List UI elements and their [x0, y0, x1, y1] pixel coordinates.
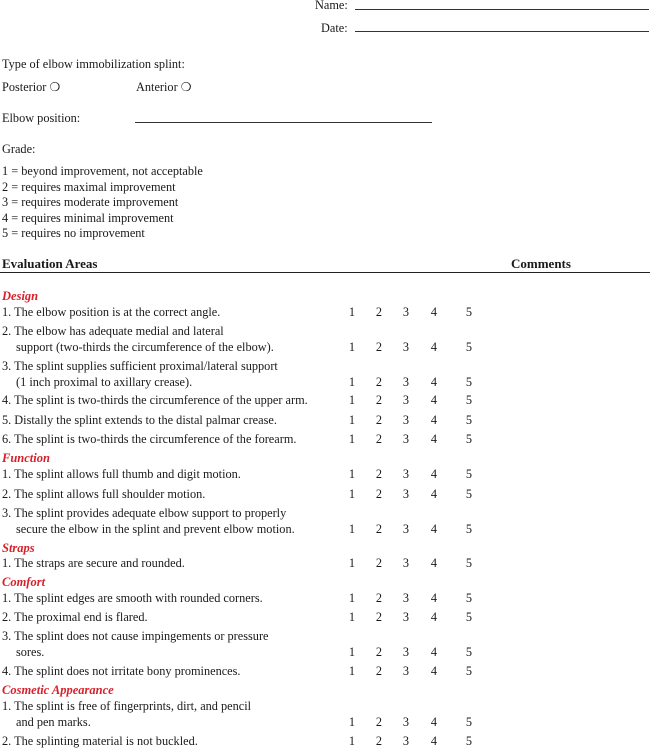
- grade-option-5[interactable]: 5: [465, 467, 473, 481]
- grade-option-4[interactable]: 4: [430, 487, 438, 501]
- grade-option-2[interactable]: 2: [375, 413, 383, 427]
- evaluation-item: [2, 392, 342, 408]
- evaluation-item: [2, 304, 342, 320]
- grade-option-5[interactable]: 5: [465, 432, 473, 446]
- grade-option-1[interactable]: 1: [348, 375, 356, 389]
- evaluation-item: [2, 609, 342, 625]
- grade-option-1[interactable]: 1: [348, 393, 356, 407]
- grade-option-4[interactable]: 4: [430, 340, 438, 354]
- evaluation-item-text: 1. The straps are secure and rounded.: [2, 556, 185, 570]
- evaluation-item-text: 3. The splint provides adequate elbow support to properly: [2, 506, 287, 520]
- evaluation-item-text: 1. The splint is free of fingerprints, dirt, and pencil: [2, 699, 252, 713]
- grade-option-1[interactable]: 1: [348, 487, 356, 501]
- section-title: Cosmetic Appearance: [2, 683, 114, 697]
- evaluation-item-text: 6. The splint is two-thirds the circumference of the forearm.: [2, 432, 297, 446]
- section-title: Function: [2, 451, 50, 465]
- evaluation-item: [2, 555, 342, 571]
- grade-option-3[interactable]: 3: [402, 467, 410, 481]
- grade-option-4[interactable]: 4: [430, 610, 438, 624]
- evaluation-item: [2, 412, 342, 428]
- grade-option-3[interactable]: 3: [402, 734, 410, 748]
- name-field[interactable]: [355, 9, 649, 10]
- evaluation-item: [2, 486, 342, 502]
- grade-label: Grade:: [2, 142, 36, 156]
- grade-option-3[interactable]: 3: [402, 645, 410, 659]
- grade-option-5[interactable]: 5: [465, 522, 473, 536]
- evaluation-item: [2, 590, 342, 606]
- grade-option-5[interactable]: 5: [465, 340, 473, 354]
- evaluation-item: [2, 733, 342, 749]
- evaluation-item-text: support (two-thirds the circumference of the elbow).: [16, 340, 274, 354]
- evaluation-item: [2, 431, 342, 447]
- grade-scale-item: 3 = requires moderate improvement: [2, 195, 179, 209]
- evaluation-areas-header: Evaluation Areas: [2, 256, 98, 271]
- grade-option-1[interactable]: 1: [348, 610, 356, 624]
- grade-option-3[interactable]: 3: [402, 305, 410, 319]
- evaluation-item: [2, 466, 342, 482]
- evaluation-item-text: sores.: [16, 645, 45, 659]
- grade-option-5[interactable]: 5: [465, 734, 473, 748]
- evaluation-item-text: 1. The elbow position is at the correct angle.: [2, 305, 221, 319]
- name-label: Name:: [315, 0, 348, 12]
- grade-option-1[interactable]: 1: [348, 413, 356, 427]
- evaluation-item-text: 4. The splint is two-thirds the circumference of the upper arm.: [2, 393, 308, 407]
- evaluation-item: [2, 628, 342, 660]
- grade-option-4[interactable]: 4: [430, 467, 438, 481]
- elbow-position-field[interactable]: [135, 122, 432, 123]
- grade-option-4[interactable]: 4: [430, 664, 438, 678]
- grade-option-5[interactable]: 5: [465, 591, 473, 605]
- grade-option-3[interactable]: 3: [402, 487, 410, 501]
- grade-scale-item: 2 = requires maximal improvement: [2, 179, 176, 194]
- grade-option-3[interactable]: 3: [402, 413, 410, 427]
- evaluation-item-text: 5. Distally the splint extends to the distal palmar crease.: [2, 413, 277, 427]
- comments-header: Comments: [511, 256, 571, 271]
- section-title: Design: [2, 289, 39, 303]
- evaluation-item: [2, 323, 342, 355]
- grade-option-4[interactable]: 4: [430, 305, 438, 319]
- grade-option-5[interactable]: 5: [465, 413, 473, 427]
- evaluation-item-text: 3. The splint does not cause impingements or pressure: [2, 629, 269, 643]
- evaluation-item-text: 3. The splint supplies sufficient proximal/lateral support: [2, 359, 278, 373]
- grade-option-3[interactable]: 3: [402, 522, 410, 536]
- evaluation-item-text: 2. The splint allows full shoulder motion.: [2, 487, 206, 501]
- grade-scale-item: 1 = beyond improvement, not acceptable: [2, 164, 203, 178]
- grade-option-2[interactable]: 2: [375, 305, 383, 319]
- grade-option-2[interactable]: 2: [375, 340, 383, 354]
- radio-circle-icon: ❍: [49, 80, 61, 94]
- grade-option-2[interactable]: 2: [375, 522, 383, 536]
- grade-option-2[interactable]: 2: [375, 432, 383, 446]
- grade-option-5[interactable]: 5: [465, 305, 473, 319]
- grade-option-3[interactable]: 3: [402, 610, 410, 624]
- grade-option-1[interactable]: 1: [348, 591, 356, 605]
- grade-option-5[interactable]: 5: [465, 610, 473, 624]
- evaluation-item-text: (1 inch proximal to axillary crease).: [16, 375, 193, 389]
- grade-option-4[interactable]: 4: [430, 522, 438, 536]
- grade-scale-item: 5 = requires no improvement: [2, 226, 145, 240]
- grade-option-5[interactable]: 5: [465, 393, 473, 407]
- grade-option-5[interactable]: 5: [465, 487, 473, 501]
- date-label: Date:: [321, 21, 348, 35]
- grade-option-1[interactable]: 1: [348, 305, 356, 319]
- grade-option-1[interactable]: 1: [348, 340, 356, 354]
- grade-option-4[interactable]: 4: [430, 556, 438, 570]
- evaluation-item: [2, 698, 342, 730]
- grade-option-2[interactable]: 2: [375, 467, 383, 481]
- grade-scale-item: 4 = requires minimal improvement: [2, 210, 174, 225]
- grade-option-4[interactable]: 4: [430, 432, 438, 446]
- option-posterior-label: Posterior: [2, 80, 47, 94]
- grade-option-2[interactable]: 2: [375, 734, 383, 748]
- evaluation-item: [2, 663, 342, 679]
- grade-option-1[interactable]: 1: [348, 432, 356, 446]
- grade-option-3[interactable]: 3: [402, 393, 410, 407]
- grade-option-5[interactable]: 5: [465, 375, 473, 389]
- grade-option-3[interactable]: 3: [402, 375, 410, 389]
- grade-option-3[interactable]: 3: [402, 340, 410, 354]
- elbow-position-label: Elbow position:: [2, 111, 81, 125]
- grade-option-2[interactable]: 2: [375, 610, 383, 624]
- grade-option-2[interactable]: 2: [375, 393, 383, 407]
- grade-option-4[interactable]: 4: [430, 393, 438, 407]
- evaluation-item-text: 2. The splinting material is not buckled.: [2, 734, 198, 748]
- grade-option-4[interactable]: 4: [430, 715, 438, 729]
- grade-option-5[interactable]: 5: [465, 645, 473, 659]
- grade-option-3[interactable]: 3: [402, 591, 410, 605]
- grade-option-4[interactable]: 4: [430, 734, 438, 748]
- section-title: Comfort: [2, 575, 46, 589]
- grade-option-4[interactable]: 4: [430, 591, 438, 605]
- evaluation-item-text: 1. The splint allows full thumb and digit motion.: [2, 467, 241, 481]
- grade-option-1[interactable]: 1: [348, 715, 356, 729]
- evaluation-item-text: 1. The splint edges are smooth with rounded corners.: [2, 591, 263, 605]
- evaluation-item-text: 2. The proximal end is flared.: [2, 610, 148, 624]
- grade-option-5[interactable]: 5: [465, 556, 473, 570]
- option-posterior[interactable]: [2, 80, 60, 94]
- grade-option-2[interactable]: 2: [375, 591, 383, 605]
- header-rule: [0, 272, 650, 273]
- grade-option-1[interactable]: 1: [348, 522, 356, 536]
- date-field[interactable]: [355, 31, 649, 32]
- option-anterior-label: Anterior: [136, 80, 178, 94]
- grade-option-4[interactable]: 4: [430, 375, 438, 389]
- splint-type-label: Type of elbow immobilization splint:: [2, 57, 185, 71]
- grade-option-3[interactable]: 3: [402, 664, 410, 678]
- evaluation-item-text: 2. The elbow has adequate medial and lateral: [2, 324, 224, 338]
- grade-option-1[interactable]: 1: [348, 664, 356, 678]
- evaluation-item: [2, 358, 342, 390]
- grade-option-1[interactable]: 1: [348, 467, 356, 481]
- grade-option-2[interactable]: 2: [375, 715, 383, 729]
- grade-option-2[interactable]: 2: [375, 556, 383, 570]
- grade-option-1[interactable]: 1: [348, 645, 356, 659]
- evaluation-item-text: and pen marks.: [16, 715, 91, 729]
- grade-option-5[interactable]: 5: [465, 715, 473, 729]
- grade-option-3[interactable]: 3: [402, 556, 410, 570]
- grade-option-2[interactable]: 2: [375, 645, 383, 659]
- grade-option-5[interactable]: 5: [465, 664, 473, 678]
- radio-circle-icon: ❍: [180, 80, 192, 94]
- section-title: Straps: [2, 541, 35, 555]
- grade-option-3[interactable]: 3: [402, 715, 410, 729]
- evaluation-item-text: 4. The splint does not irritate bony prominences.: [2, 664, 241, 678]
- evaluation-item-text: secure the elbow in the splint and prevent elbow motion.: [16, 522, 295, 536]
- evaluation-item: [2, 505, 342, 537]
- grade-option-1[interactable]: 1: [348, 734, 356, 748]
- grade-option-4[interactable]: 4: [430, 413, 438, 427]
- grade-option-3[interactable]: 3: [402, 432, 410, 446]
- grade-option-4[interactable]: 4: [430, 645, 438, 659]
- grade-option-1[interactable]: 1: [348, 556, 356, 570]
- grade-option-2[interactable]: 2: [375, 664, 383, 678]
- grade-option-2[interactable]: 2: [375, 487, 383, 501]
- option-anterior[interactable]: [136, 80, 192, 94]
- grade-option-2[interactable]: 2: [375, 375, 383, 389]
